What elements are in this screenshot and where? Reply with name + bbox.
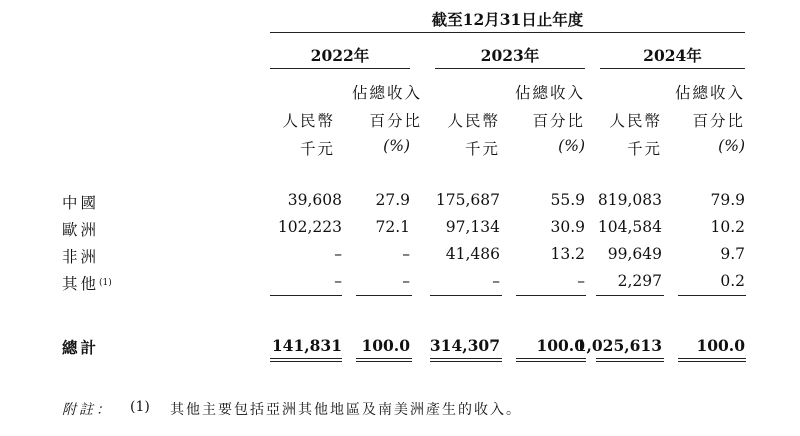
- amount-header-line2: 千元: [626, 140, 662, 158]
- cell-2024-percent: 0.2: [720, 272, 745, 290]
- year-header-2024: 2024年: [643, 46, 702, 65]
- year-header-2023: 2023年: [480, 46, 540, 65]
- cell-2022-percent: –: [402, 245, 410, 263]
- pct-header-line2: 百分比: [369, 112, 422, 130]
- pct-header-line1: 佔總收入: [674, 84, 745, 102]
- pct-header-line3: (%): [383, 137, 410, 155]
- total-2023-percent: 100.0: [536, 336, 585, 355]
- amount-header-line1: 人民幣: [609, 112, 662, 130]
- subtotal-rule: [678, 295, 746, 296]
- year-rule-2024: [600, 68, 745, 69]
- cell-2024-amount: 2,297: [617, 272, 662, 290]
- cell-2024-percent: 9.7: [720, 245, 745, 263]
- footnote-label: 附註：: [62, 402, 113, 418]
- cell-2023-percent: 13.2: [550, 245, 585, 263]
- row-label: 非洲: [62, 248, 100, 266]
- row-label-text: 其他: [62, 275, 100, 293]
- cell-2022-amount: 39,608: [287, 191, 342, 209]
- amount-header-line2: 千元: [299, 140, 335, 158]
- total-double-rule-bottom: [516, 361, 586, 362]
- footnote-marker: (1): [99, 278, 112, 288]
- total-2022-amount: 141,831: [271, 336, 342, 355]
- total-double-rule-top: [516, 358, 586, 359]
- year-rule-2023: [435, 68, 585, 69]
- table-super-header: 截至12月31日止年度: [431, 10, 584, 29]
- row-label: [62, 272, 112, 294]
- year-header-2022: 2022年: [310, 46, 370, 65]
- cell-2023-amount: –: [492, 272, 500, 290]
- row-label: 中國: [62, 194, 100, 212]
- cell-2023-amount: 41,486: [445, 245, 500, 263]
- total-double-rule-bottom: [356, 361, 412, 362]
- subtotal-rule: [270, 295, 342, 296]
- cell-2022-amount: –: [334, 272, 342, 290]
- subtotal-rule: [596, 295, 664, 296]
- cell-2022-amount: 102,223: [277, 218, 342, 236]
- total-double-rule-bottom: [596, 361, 664, 362]
- subtotal-rule: [430, 295, 502, 296]
- cell-2024-amount: 99,649: [607, 245, 662, 263]
- amount-header-line1: 人民幣: [447, 112, 500, 130]
- subtotal-rule: [516, 295, 586, 296]
- cell-2024-amount: 104,584: [597, 218, 662, 236]
- cell-2022-percent: 27.9: [375, 191, 410, 209]
- row-label: 歐洲: [62, 221, 100, 239]
- total-double-rule-top: [678, 358, 746, 359]
- cell-2023-percent: –: [577, 272, 585, 290]
- cell-2024-amount: 819,083: [597, 191, 662, 209]
- total-double-rule-top: [596, 358, 664, 359]
- pct-header-line2: 百分比: [532, 112, 585, 130]
- cell-2022-percent: –: [402, 272, 410, 290]
- total-label: 總計: [62, 338, 100, 357]
- year-rule-2022: [270, 68, 410, 69]
- pct-header-line1: 佔總收入: [514, 84, 585, 102]
- pct-header-line1: 佔總收入: [351, 84, 422, 102]
- total-double-rule-top: [430, 358, 502, 359]
- total-double-rule-bottom: [430, 361, 502, 362]
- cell-2022-percent: 72.1: [375, 218, 410, 236]
- cell-2023-percent: 30.9: [550, 218, 585, 236]
- footnote-text: 其他主要包括亞洲其他地區及南美洲產生的收入。: [170, 402, 522, 418]
- total-2024-percent: 100.0: [696, 336, 745, 355]
- cell-2024-percent: 79.9: [710, 191, 745, 209]
- total-double-rule-bottom: [678, 361, 746, 362]
- total-double-rule-top: [270, 358, 342, 359]
- total-double-rule-bottom: [270, 361, 342, 362]
- footnote-marker: (1): [130, 399, 150, 415]
- cell-2022-amount: –: [334, 245, 342, 263]
- total-double-rule-top: [356, 358, 412, 359]
- cell-2024-percent: 10.2: [710, 218, 745, 236]
- pct-header-line3: (%): [718, 137, 745, 155]
- amount-header-line1: 人民幣: [282, 112, 335, 130]
- cell-2023-amount: 97,134: [445, 218, 500, 236]
- total-2022-percent: 100.0: [361, 336, 410, 355]
- cell-2023-percent: 55.9: [550, 191, 585, 209]
- subtotal-rule: [356, 295, 412, 296]
- header-rule: [270, 32, 745, 33]
- total-2023-amount: 314,307: [429, 336, 500, 355]
- total-2024-amount: 1,025,613: [575, 336, 662, 355]
- pct-header-line3: (%): [558, 137, 585, 155]
- pct-header-line2: 百分比: [692, 112, 745, 130]
- cell-2023-amount: 175,687: [435, 191, 500, 209]
- amount-header-line2: 千元: [464, 140, 500, 158]
